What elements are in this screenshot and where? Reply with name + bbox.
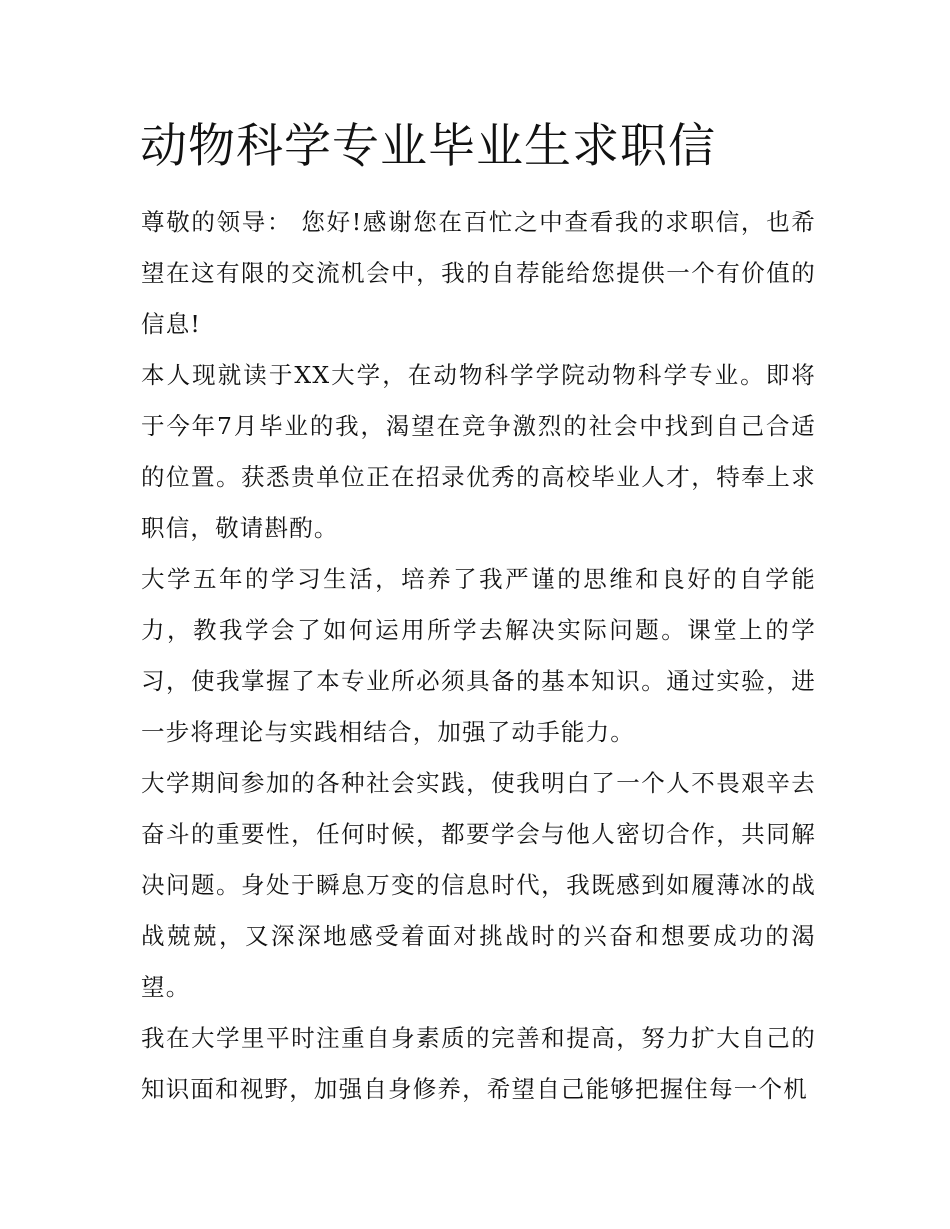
paragraph-greeting: 尊敬的领导： 您好!感谢您在百忙之中查看我的求职信，也希望在这有限的交流机会中，我的自荐能给您提供一个有价值的信息! bbox=[141, 208, 816, 338]
paragraph-social-practice: 大学期间参加的各种社会实践，使我明白了一个人不畏艰辛去奋斗的重要性，任何时候，都要学会与他人密切合作，共同解决问题。身处于瞬息万变的信息时代，我既感到如履薄冰的战战兢兢，又深深地感受着面对挑战时的兴奋和想要成功的渴望。 bbox=[141, 769, 816, 1001]
paragraph-university-study: 大学五年的学习生活，培养了我严谨的思维和良好的自学能力，教我学会了如何运用所学去解决实际问题。课堂上的学习，使我掌握了本专业所必须具备的基本知识。通过实验，进一步将理论与实践相结合，加强了动手能力。 bbox=[141, 565, 816, 746]
paragraph-self-improvement: 我在大学里平时注重自身素质的完善和提高，努力扩大自己的知识面和视野，加强自身修养，希望自己能够把握住每一个机 bbox=[141, 1024, 816, 1103]
paragraph-introduction: 本人现就读于XX大学，在动物科学学院动物科学专业。即将于今年7月毕业的我，渴望在竞争激烈的社会中找到自己合适的位置。获悉贵单位正在招录优秀的高校毕业人才，特奉上求职信，敬请斟酌。 bbox=[141, 361, 816, 542]
document-title: 动物科学专业毕业生求职信 bbox=[140, 119, 716, 174]
letter-body bbox=[141, 197, 816, 1115]
